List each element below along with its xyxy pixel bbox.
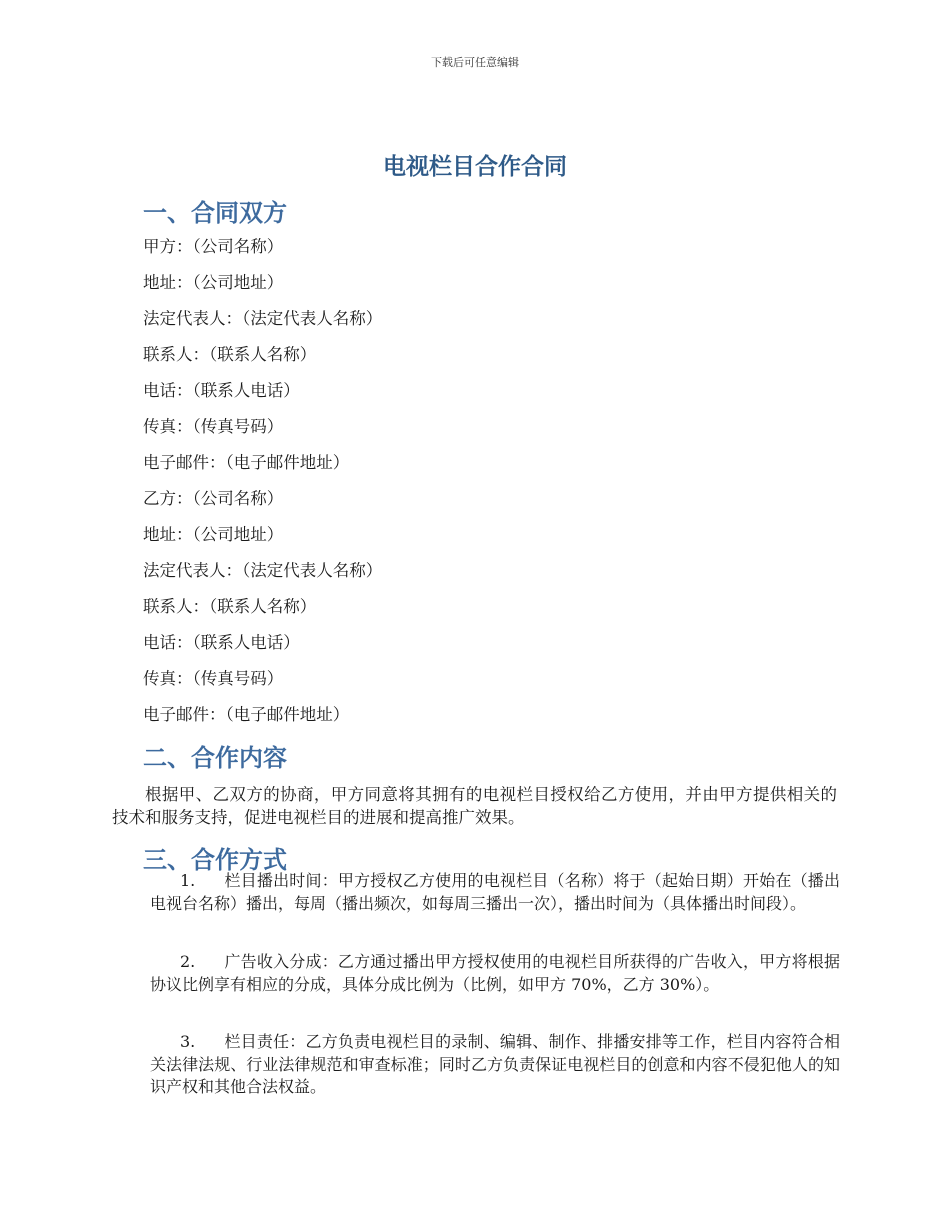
party-a-contact: 联系人：（联系人名称） xyxy=(143,345,317,364)
method-item-2 xyxy=(150,951,840,996)
method-item-1 xyxy=(150,870,840,915)
party-a-name: 甲方：（公司名称） xyxy=(143,237,284,256)
party-b-fax: 传真：（传真号码） xyxy=(143,669,284,688)
method-item-3-text: 栏目责任：乙方负责电视栏目的录制、编辑、制作、排播安排等工作，栏目内容符合相关法律法规、行业法律规范和审查标准；同时乙方负责保证电视栏目的创意和内容不侵犯他人的知识产权和其他合法权益。 xyxy=(150,1032,840,1096)
party-b-legal-rep: 法定代表人：（法定代表人名称） xyxy=(143,561,383,580)
party-a-email: 电子邮件：（电子邮件地址） xyxy=(143,453,350,472)
method-item-1-number: 1. xyxy=(180,871,196,890)
party-a-legal-rep: 法定代表人：（法定代表人名称） xyxy=(143,309,383,328)
party-a-phone: 电话：（联系人电话） xyxy=(143,381,300,400)
party-b-phone: 电话：（联系人电话） xyxy=(143,633,300,652)
party-b-contact: 联系人：（联系人名称） xyxy=(143,597,317,616)
method-item-3-number: 3. xyxy=(180,1032,196,1051)
section-heading-parties: 一、合同双方 xyxy=(143,199,287,227)
section-content-paragraph: 根据甲、乙双方的协商，甲方同意将其拥有的电视栏目授权给乙方使用，并由甲方提供相关的技术和服务支持，促进电视栏目的进展和提高推广效果。 xyxy=(112,785,837,827)
section-heading-method: 三、合作方式 xyxy=(143,846,287,874)
document-title: 电视栏目合作合同 xyxy=(383,154,567,180)
method-item-2-number: 2. xyxy=(180,952,196,971)
party-b-email: 电子邮件：（电子邮件地址） xyxy=(143,705,350,724)
page-header-note: 下载后可任意编辑 xyxy=(431,56,519,69)
method-item-3 xyxy=(150,1031,840,1099)
method-item-2-text: 广告收入分成：乙方通过播出甲方授权使用的电视栏目所获得的广告收入，甲方将根据协议比例享有相应的分成，具体分成比例为（比例，如甲方 70%，乙方 30%）。 xyxy=(150,952,840,994)
method-item-1-text: 栏目播出时间：甲方授权乙方使用的电视栏目（名称）将于（起始日期）开始在（播出电视台名称）播出，每周（播出频次，如每周三播出一次），播出时间为（具体播出时间段）。 xyxy=(150,871,840,913)
section-heading-content: 二、合作内容 xyxy=(143,744,287,772)
party-a-fax: 传真：（传真号码） xyxy=(143,417,284,436)
party-b-address: 地址：（公司地址） xyxy=(143,525,284,544)
party-b-name: 乙方：（公司名称） xyxy=(143,489,284,508)
party-a-address: 地址：（公司地址） xyxy=(143,273,284,292)
